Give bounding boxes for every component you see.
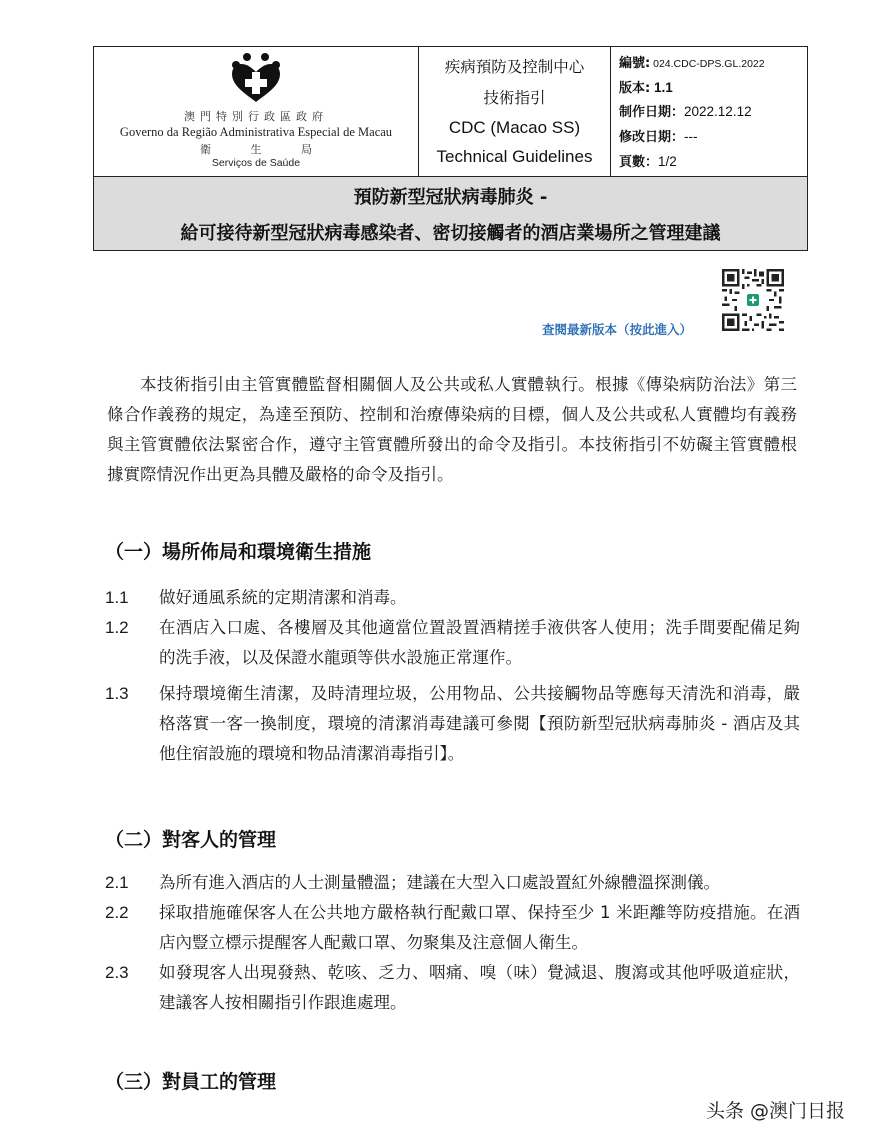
list-item (105, 898, 800, 958)
latest-version-link[interactable]: 查閱最新版本（按此進入） (542, 322, 693, 337)
doc-pages-label: 頁數： (619, 155, 659, 171)
item-text: 做好通風系統的定期清潔和消毒。 (159, 588, 407, 607)
item-text: 在酒店入口處、各樓層及其他適當位置設置酒精搓手液供客人使用；洗手間要配備足夠的洗手液，以及保證水龍頭等供水設施正常運作。 (159, 618, 800, 667)
doc-created-value: 2022.12.12 (684, 104, 752, 120)
item-number: 1.2 (105, 618, 129, 637)
list-item (105, 583, 800, 613)
document-title-band (94, 177, 807, 250)
doc-version-label: 版本: (619, 80, 651, 96)
item-number: 2.3 (105, 963, 129, 982)
org-name-chinese: 澳門特別行政區政府 (184, 110, 328, 123)
guideline-type: 技術指引 (483, 89, 546, 108)
qr-code-icon[interactable] (722, 269, 784, 331)
doc-version (619, 77, 807, 96)
header-top-row (94, 47, 807, 177)
guideline-type-cell (419, 47, 611, 176)
list-item (105, 679, 800, 769)
doc-version-value: 1.1 (650, 79, 673, 95)
center-name-english: CDC (Macao SS) (448, 117, 581, 137)
item-text: 採取措施確保客人在公共地方嚴格執行配戴口罩、保持至少 1 米距離等防疫措施。在酒店內豎立標示提醒客人配戴口罩、勿聚集及注意個人衛生。 (159, 903, 800, 952)
section-title-staff-management: （三）對員工的管理 (105, 1071, 277, 1093)
intro-paragraph: 本技術指引由主管實體監督相關個人及公共或私人實體執行。根據《傳染病防治法》第三條合作義務的規定，為達至預防、控制和治療傳染病的目標，個人及公共或私人實體均有義務與主管實體依法緊密合作，遵守主管實體所發出的命令及指引。本技術指引不妨礙主管實體根據實際情況作出更為具體及嚴格的命令及指引。 (107, 375, 797, 484)
doc-modified-label: 修改日期： (619, 130, 685, 146)
doc-code-label: 編號: (619, 55, 651, 71)
item-number: 1.3 (105, 684, 129, 703)
doc-code-value: 024.CDC-DPS.GL.2022 (650, 57, 765, 70)
doc-pages-value: 1/2 (658, 154, 677, 170)
dept-name-portuguese: Serviços de Saúde (211, 157, 301, 169)
org-name-portuguese: Governo da Região Administrativa Especial de Macau (119, 125, 393, 139)
item-number: 2.2 (105, 903, 129, 922)
section-title-venue-layout: （一）場所佈局和環境衛生措施 (105, 541, 372, 563)
item-number: 1.1 (105, 588, 129, 607)
heart-cross-people-icon (228, 52, 284, 104)
doc-modified-value: --- (684, 129, 698, 145)
doc-pages (619, 151, 807, 170)
doc-code (619, 52, 807, 71)
doc-created-date (619, 101, 807, 120)
source-watermark: 头条 @澳门日报 (706, 1100, 846, 1122)
document-title-line1: 預防新型冠狀病毒肺炎 - (353, 186, 548, 208)
list-item (105, 613, 800, 673)
list-item (105, 958, 800, 1018)
item-number: 2.1 (105, 873, 129, 892)
dept-name-chinese: 衛 生 局 (200, 143, 330, 156)
center-name: 疾病預防及控制中心 (444, 57, 585, 76)
item-text: 為所有進入酒店的人士測量體溫；建議在大型入口處設置紅外線體溫探測儀。 (159, 873, 720, 892)
guideline-type-english: Technical Guidelines (436, 147, 593, 167)
doc-created-label: 制作日期： (619, 105, 685, 121)
logo-cell (94, 47, 419, 176)
section-title-guest-management: （二）對客人的管理 (105, 829, 277, 851)
list-item (105, 868, 800, 898)
doc-modified-date (619, 126, 807, 145)
document-meta-cell (611, 47, 807, 176)
item-text: 如發現客人出現發熱、乾咳、乏力、咽痛、嗅（味）覺減退、腹瀉或其他呼吸道症狀，建議客人按相關指引作跟進處理。 (159, 963, 800, 1012)
document-title-line2: 給可接待新型冠狀病毒感染者、密切接觸者的酒店業場所之管理建議 (180, 222, 721, 244)
document-header-table (93, 46, 808, 251)
item-text: 保持環境衛生清潔，及時清理垃圾，公用物品、公共接觸物品等應每天清洗和消毒，嚴格落實一客一換制度，環境的清潔消毒建議可參閱【預防新型冠狀病毒肺炎 - 酒店及其他住宿設施的環境和物品清潔消毒指引】。 (159, 684, 800, 763)
